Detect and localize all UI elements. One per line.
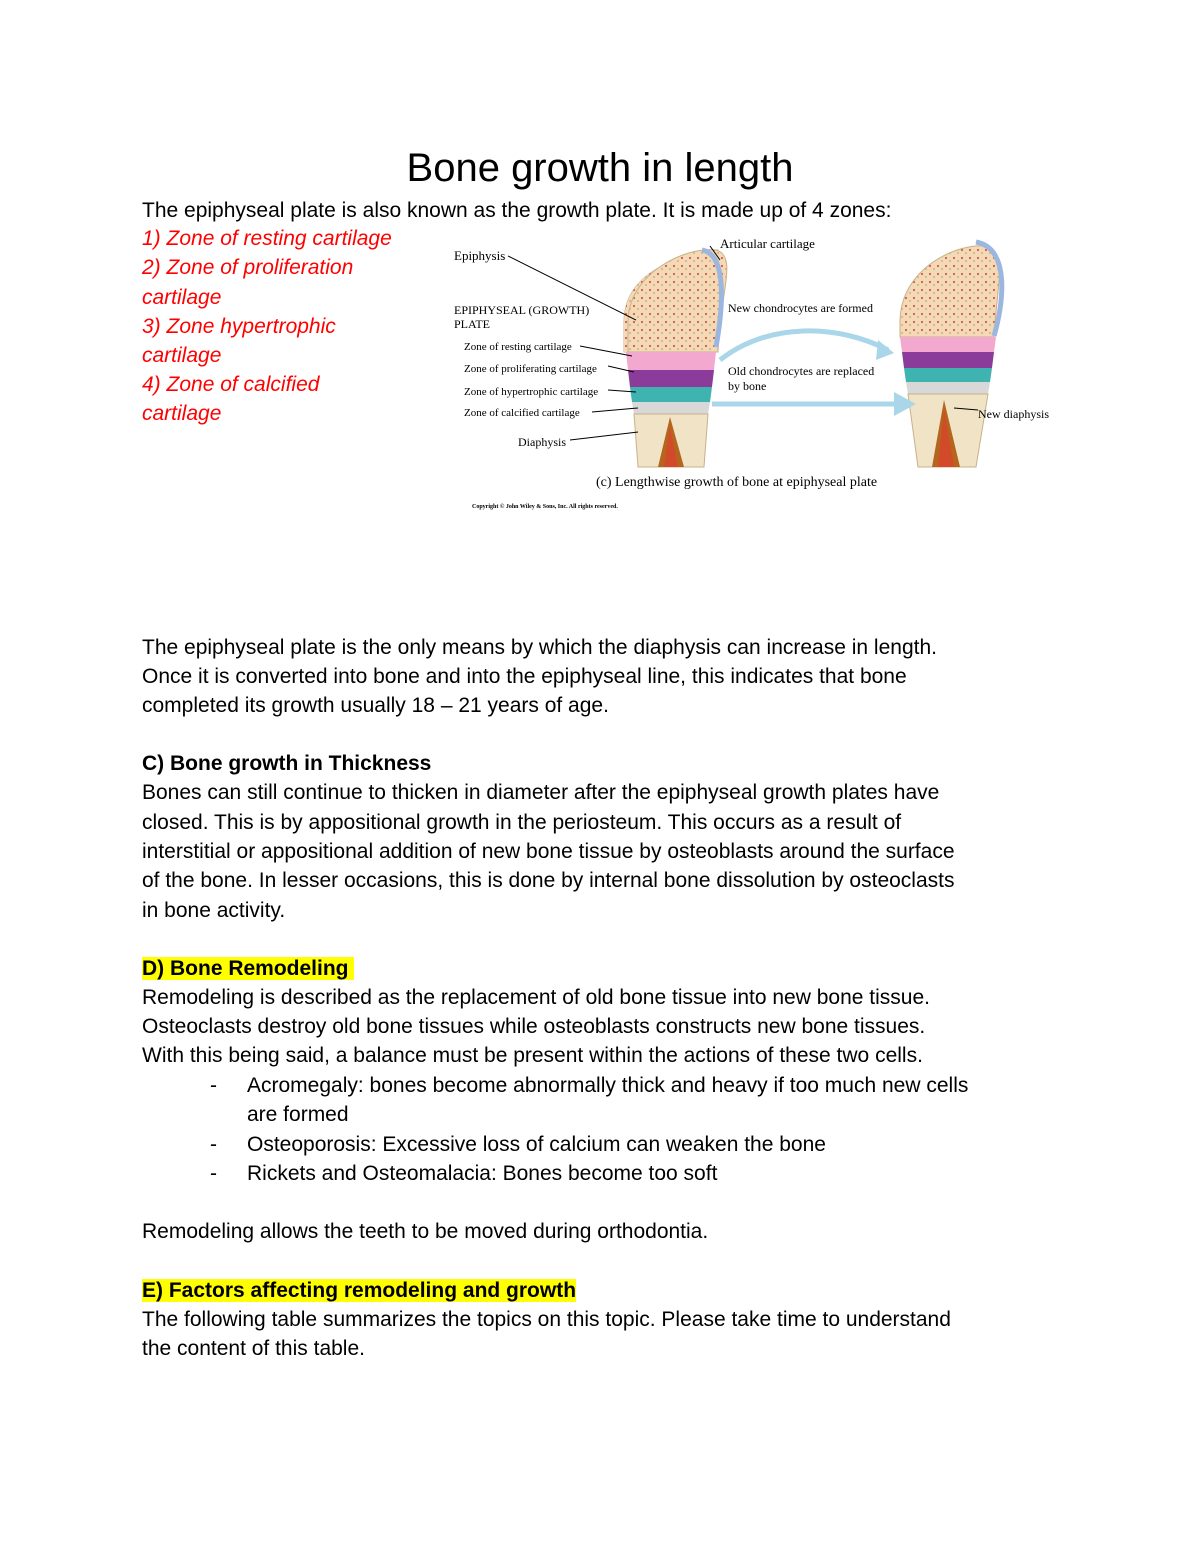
bullet-item: Rickets and Osteomalacia: Bones become too soft <box>247 1162 718 1185</box>
label-calcified-zone: Zone of calcified cartilage <box>464 407 580 419</box>
intro-text: The epiphyseal plate is also known as the growth plate. It is made up of 4 zones: <box>142 199 892 222</box>
bullet-dash: - <box>210 1162 217 1185</box>
label-hypertrophic-zone: Zone of hypertrophic cartilage <box>464 386 599 398</box>
zone-item: cartilage <box>142 344 222 367</box>
zone-item: 2) Zone of proliferation <box>142 256 354 279</box>
label-old-chondrocytes-1: Old chondrocytes are replaced <box>728 364 875 378</box>
paragraph-line: Remodeling allows the teeth to be moved during orthodontia. <box>142 1220 709 1243</box>
section-e-heading: E) Factors affecting remodeling and growth <box>142 1279 577 1302</box>
page-title: Bone growth in length <box>406 146 794 190</box>
section-c-heading: C) Bone growth in Thickness <box>142 752 432 775</box>
bullet-dash: - <box>210 1133 217 1156</box>
paragraph-line: Osteoclasts destroy old bone tissues while osteoblasts constructs new bone tissues. <box>142 1015 926 1038</box>
left-bone <box>624 250 727 467</box>
bullet-dash: - <box>210 1074 217 1097</box>
paragraph-line: Remodeling is described as the replacement of old bone tissue into new bone tissue. <box>142 986 930 1009</box>
paragraph-line: Once it is converted into bone and into the epiphyseal line, this indicates that bone <box>142 665 907 688</box>
zone-item: 3) Zone hypertrophic <box>142 315 336 338</box>
figure-caption: (c) Lengthwise growth of bone at epiphyseal plate <box>596 475 878 490</box>
bullet-item: Acromegaly: bones become abnormally thick and heavy if too much new cells <box>247 1074 969 1097</box>
paragraph-line: in bone activity. <box>142 899 286 922</box>
paragraph-line: the content of this table. <box>142 1337 365 1360</box>
label-epiphysis: Epiphysis <box>454 248 506 263</box>
paragraph-line: closed. This is by appositional growth in the periosteum. This occurs as a result of <box>142 811 902 834</box>
bullet-item: Osteoporosis: Excessive loss of calcium can weaken the bone <box>247 1133 826 1156</box>
label-plate-1: EPIPHYSEAL (GROWTH) <box>454 303 590 317</box>
label-resting-zone: Zone of resting cartilage <box>464 341 572 353</box>
paragraph-line: The epiphyseal plate is the only means by which the diaphysis can increase in length. <box>142 636 937 659</box>
figure-copyright: Copyright © John Wiley & Sons, Inc. All rights reserved. <box>472 504 618 510</box>
zone-item: 4) Zone of calcified <box>142 373 320 396</box>
label-new-chondrocytes: New chondrocytes are formed <box>728 301 873 315</box>
paragraph-line: Bones can still continue to thicken in diameter after the epiphyseal growth plates have <box>142 781 940 804</box>
epiphyseal-plate-figure <box>448 232 1050 522</box>
paragraph-line: of the bone. In lesser occasions, this is done by internal bone dissolution by osteoclasts <box>142 869 955 892</box>
section-d-heading: D) Bone Remodeling <box>142 957 355 980</box>
label-plate-2: PLATE <box>454 317 490 331</box>
zone-item: 1) Zone of resting cartilage <box>142 227 392 250</box>
paragraph-line: The following table summarizes the topics on this topic. Please take time to understand <box>142 1308 951 1331</box>
label-new-diaphysis: New diaphysis <box>978 407 1049 421</box>
zone-item: cartilage <box>142 286 222 309</box>
right-bone <box>900 242 1002 467</box>
zone-item: cartilage <box>142 402 222 425</box>
paragraph-line: With this being said, a balance must be present within the actions of these two cells. <box>142 1044 923 1067</box>
label-old-chondrocytes-2: by bone <box>728 379 767 393</box>
paragraph-line: completed its growth usually 18 – 21 years of age. <box>142 694 609 717</box>
label-articular-cartilage: Articular cartilage <box>720 236 815 251</box>
bullet-item: are formed <box>247 1103 349 1126</box>
paragraph-line: interstitial or appositional addition of new bone tissue by osteoblasts around the surface <box>142 840 955 863</box>
label-diaphysis: Diaphysis <box>518 435 566 449</box>
label-proliferating-zone: Zone of proliferating cartilage <box>464 363 597 375</box>
